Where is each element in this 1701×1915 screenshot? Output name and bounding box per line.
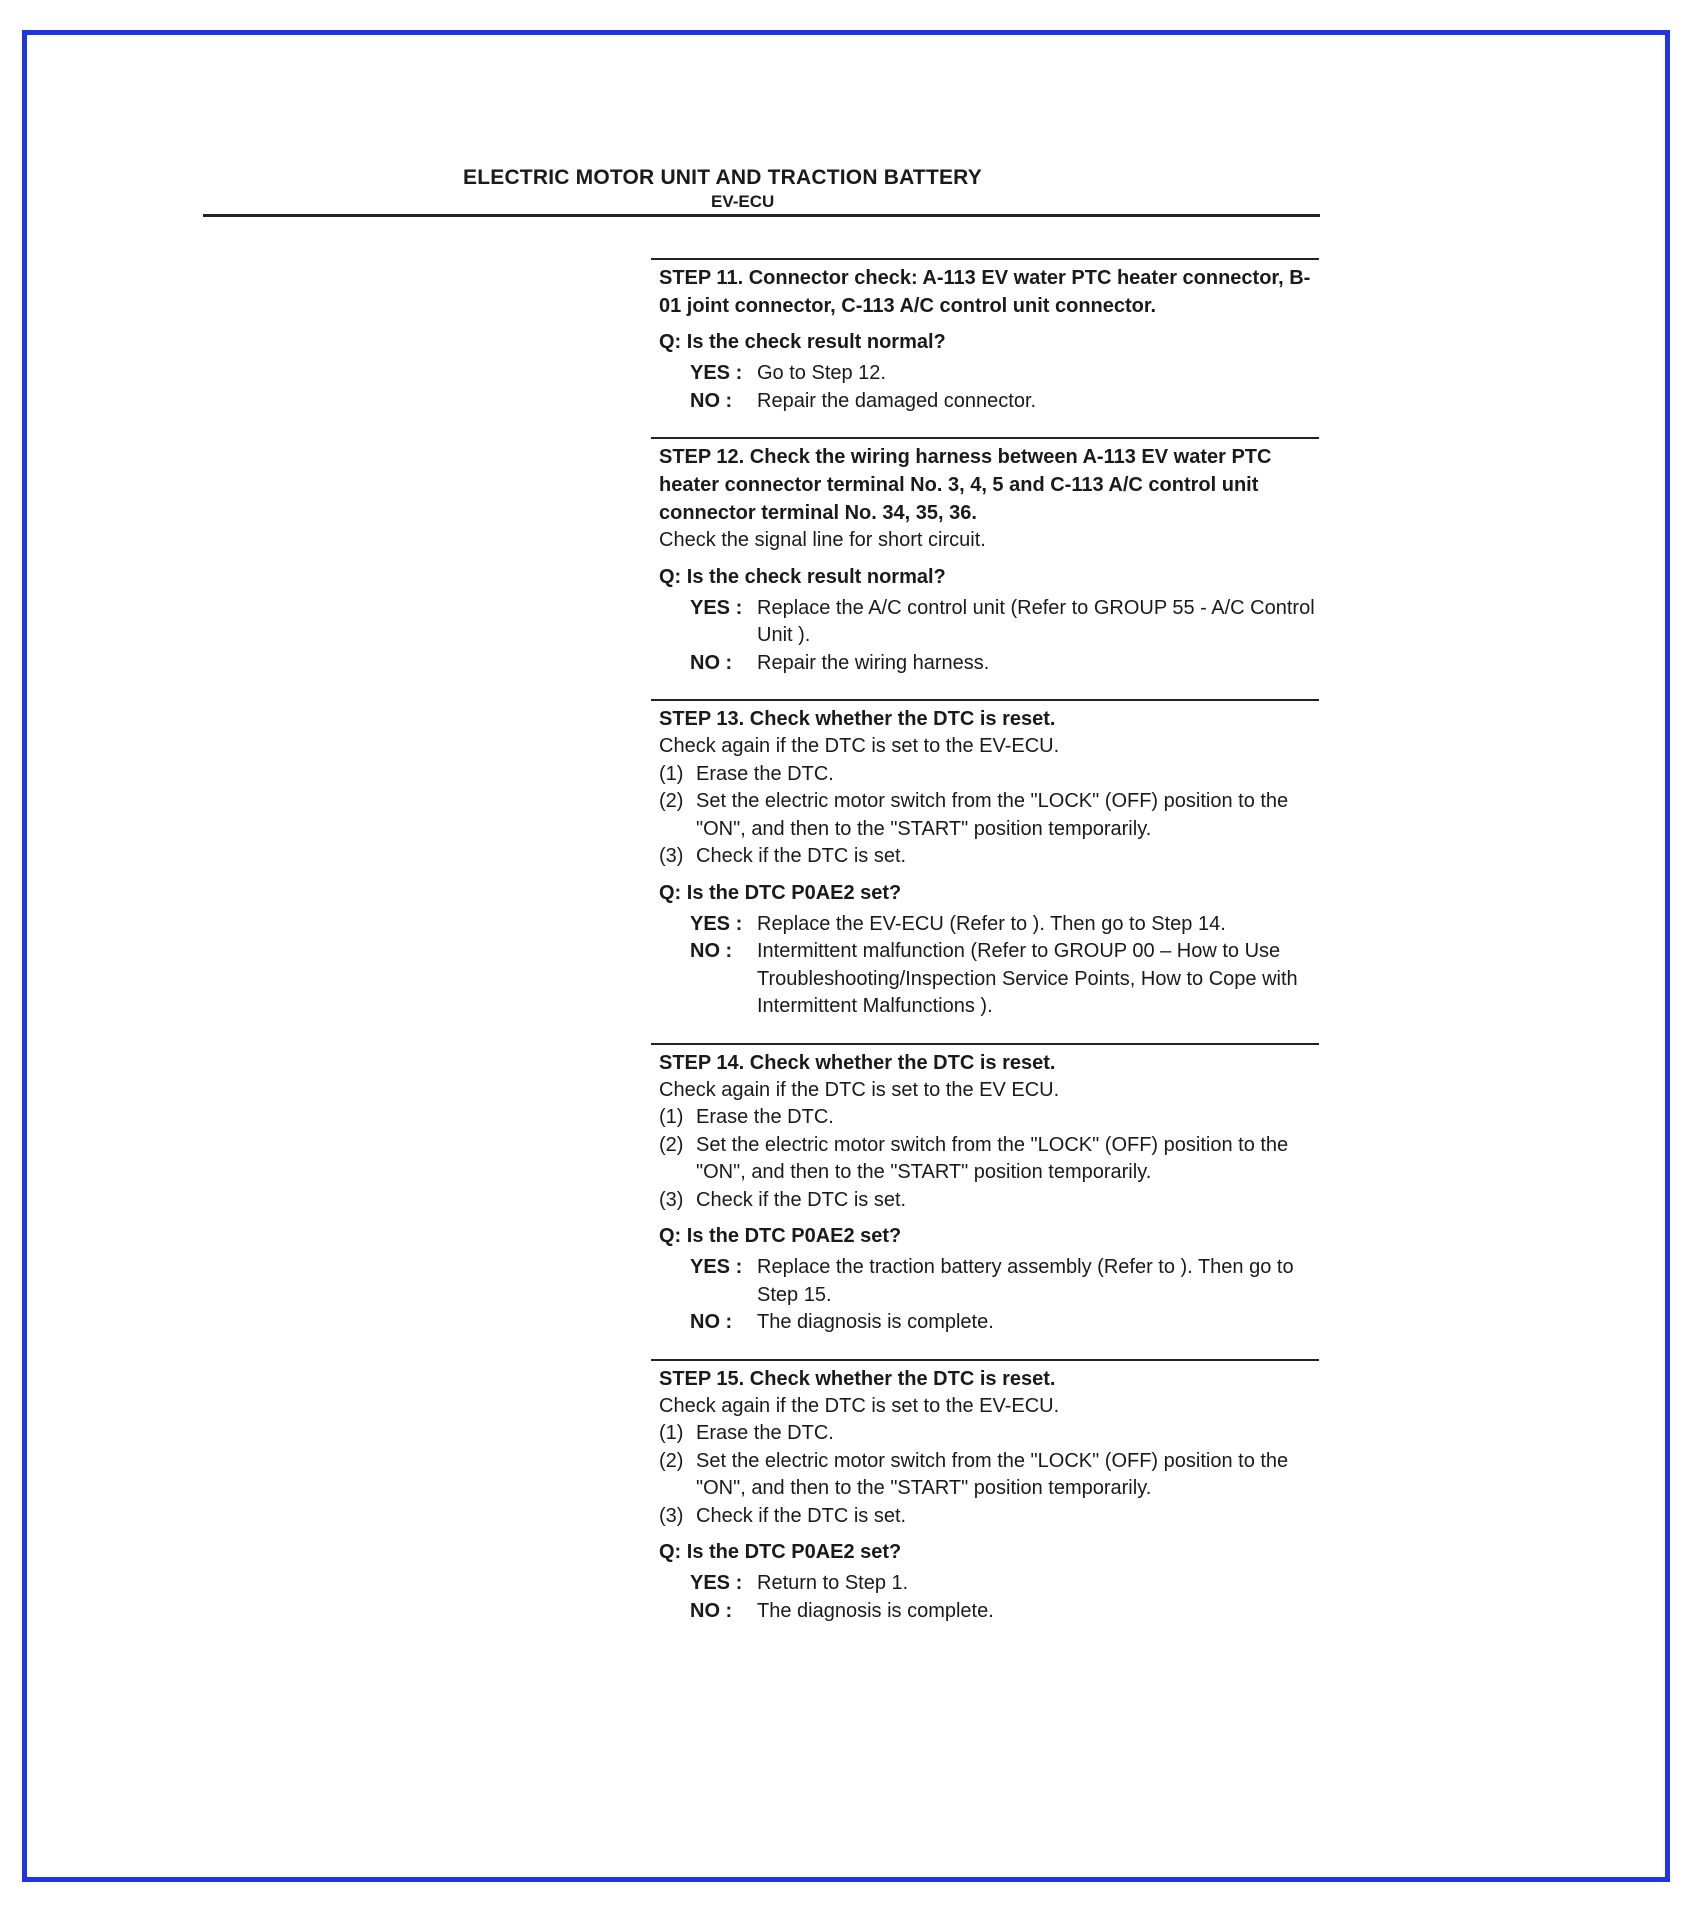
step-title: STEP 15. Check whether the DTC is reset. — [659, 1367, 1056, 1390]
step-question: Q: Is the DTC P0AE2 set? — [659, 1225, 902, 1247]
no-answer — [651, 650, 1319, 678]
no-text: The diagnosis is complete. — [757, 1599, 994, 1622]
procedure-item — [651, 1187, 1319, 1215]
step-title: STEP 11. Connector check: A-113 EV water PTC heater connector, B-01 joint connector, C-113 A/C control unit connector. — [659, 267, 1311, 317]
step-question: Q: Is the check result normal? — [659, 565, 946, 588]
yes-answer — [651, 1254, 1319, 1309]
step-title: STEP 14. Check whether the DTC is reset. — [659, 1051, 1056, 1074]
step-description: Check again if the DTC is set to the EV-ECU. — [659, 1394, 1060, 1417]
procedure-number: (1) — [659, 762, 684, 785]
yes-text: Replace the EV-ECU (Refer to ). Then go to Step 14. — [757, 912, 1226, 935]
procedure-number: (2) — [659, 790, 684, 812]
procedure-text: Check if the DTC is set. — [696, 845, 907, 867]
procedure-item — [651, 761, 1319, 789]
procedure-list — [651, 1420, 1319, 1530]
page-title: ELECTRIC MOTOR UNIT AND TRACTION BATTERY — [463, 166, 982, 189]
procedure-number: (1) — [659, 1106, 684, 1128]
page-subtitle: EV-ECU — [711, 192, 775, 211]
steps-container — [651, 258, 1319, 1647]
yes-answer — [651, 1570, 1319, 1598]
step-section-5 — [651, 1359, 1319, 1626]
no-answer — [651, 388, 1319, 416]
procedure-text: Check if the DTC is set. — [696, 1188, 907, 1211]
header-divider — [203, 214, 1320, 217]
yes-answer — [651, 360, 1319, 388]
step-section-4 — [651, 1043, 1319, 1337]
procedure-text: Set the electric motor switch from the "LOCK" (OFF) position to the "ON", and then to the "START" position temporarily. — [696, 1133, 1289, 1183]
step-question: Q: Is the DTC P0AE2 set? — [659, 881, 902, 904]
step-description: Check again if the DTC is set to the EV ECU. — [659, 1078, 1060, 1101]
step-section-1 — [651, 258, 1319, 415]
no-text: Repair the damaged connector. — [757, 389, 1037, 412]
no-answer — [651, 1309, 1319, 1337]
procedure-text: Set the electric motor switch from the "LOCK" (OFF) position to the "ON", and then to the "START" position temporarily. — [696, 790, 1289, 840]
procedure-item — [651, 788, 1319, 843]
step-question: Q: Is the check result normal? — [659, 331, 946, 353]
yes-text: Replace the A/C control unit (Refer to GROUP 55 - A/C Control Unit ). — [757, 596, 1315, 646]
yes-text: Return to Step 1. — [757, 1572, 909, 1594]
yes-label: YES : — [690, 1572, 743, 1594]
procedure-number: (3) — [659, 845, 684, 867]
yes-label: YES : — [690, 1256, 743, 1278]
yes-answer — [651, 595, 1319, 650]
procedure-number: (2) — [659, 1449, 684, 1472]
yes-answer — [651, 911, 1319, 939]
procedure-item — [651, 1420, 1319, 1448]
procedure-text: Erase the DTC. — [696, 762, 834, 785]
procedure-number: (3) — [659, 1504, 684, 1527]
step-question: Q: Is the DTC P0AE2 set? — [659, 1541, 902, 1563]
no-answer — [651, 1598, 1319, 1626]
no-text: Intermittent malfunction (Refer to GROUP 00 – How to Use Troubleshooting/Inspection Service Points, How to Cope with Intermittent Malfunctions ). — [757, 940, 1298, 1017]
no-text: The diagnosis is complete. — [757, 1311, 994, 1333]
yes-label: YES : — [690, 362, 743, 384]
step-description: Check again if the DTC is set to the EV-ECU. — [659, 735, 1060, 757]
procedure-item — [651, 1104, 1319, 1132]
step-title: STEP 12. Check the wiring harness between A-113 EV water PTC heater connector terminal No. 3, 4, 5 and C-113 A/C control unit connector terminal No. 34, 35, 36. — [659, 446, 1272, 524]
procedure-item — [651, 1503, 1319, 1531]
yes-text: Replace the traction battery assembly (Refer to ). Then go to Step 15. — [757, 1256, 1294, 1306]
procedure-item — [651, 1132, 1319, 1187]
no-label: NO : — [690, 940, 733, 962]
yes-label: YES : — [690, 912, 743, 935]
yes-text: Go to Step 12. — [757, 362, 886, 384]
no-text: Repair the wiring harness. — [757, 651, 990, 674]
no-label: NO : — [690, 1311, 733, 1333]
no-label: NO : — [690, 651, 733, 674]
no-label: NO : — [690, 1599, 733, 1622]
step-section-3 — [651, 699, 1319, 1021]
procedure-list — [651, 761, 1319, 871]
no-label: NO : — [690, 389, 733, 412]
step-title: STEP 13. Check whether the DTC is reset. — [659, 708, 1056, 730]
procedure-text: Set the electric motor switch from the "LOCK" (OFF) position to the "ON", and then to the "START" position temporarily. — [696, 1449, 1289, 1499]
yes-label: YES : — [690, 596, 743, 619]
no-answer — [651, 938, 1319, 1021]
procedure-number: (3) — [659, 1188, 684, 1211]
procedure-number: (1) — [659, 1422, 684, 1444]
procedure-text: Check if the DTC is set. — [696, 1504, 907, 1527]
procedure-list — [651, 1104, 1319, 1214]
procedure-number: (2) — [659, 1133, 684, 1156]
procedure-text: Erase the DTC. — [696, 1106, 834, 1128]
step-section-2 — [651, 437, 1319, 677]
procedure-item — [651, 843, 1319, 871]
procedure-item — [651, 1448, 1319, 1503]
step-description: Check the signal line for short circuit. — [659, 529, 986, 551]
procedure-text: Erase the DTC. — [696, 1422, 834, 1444]
